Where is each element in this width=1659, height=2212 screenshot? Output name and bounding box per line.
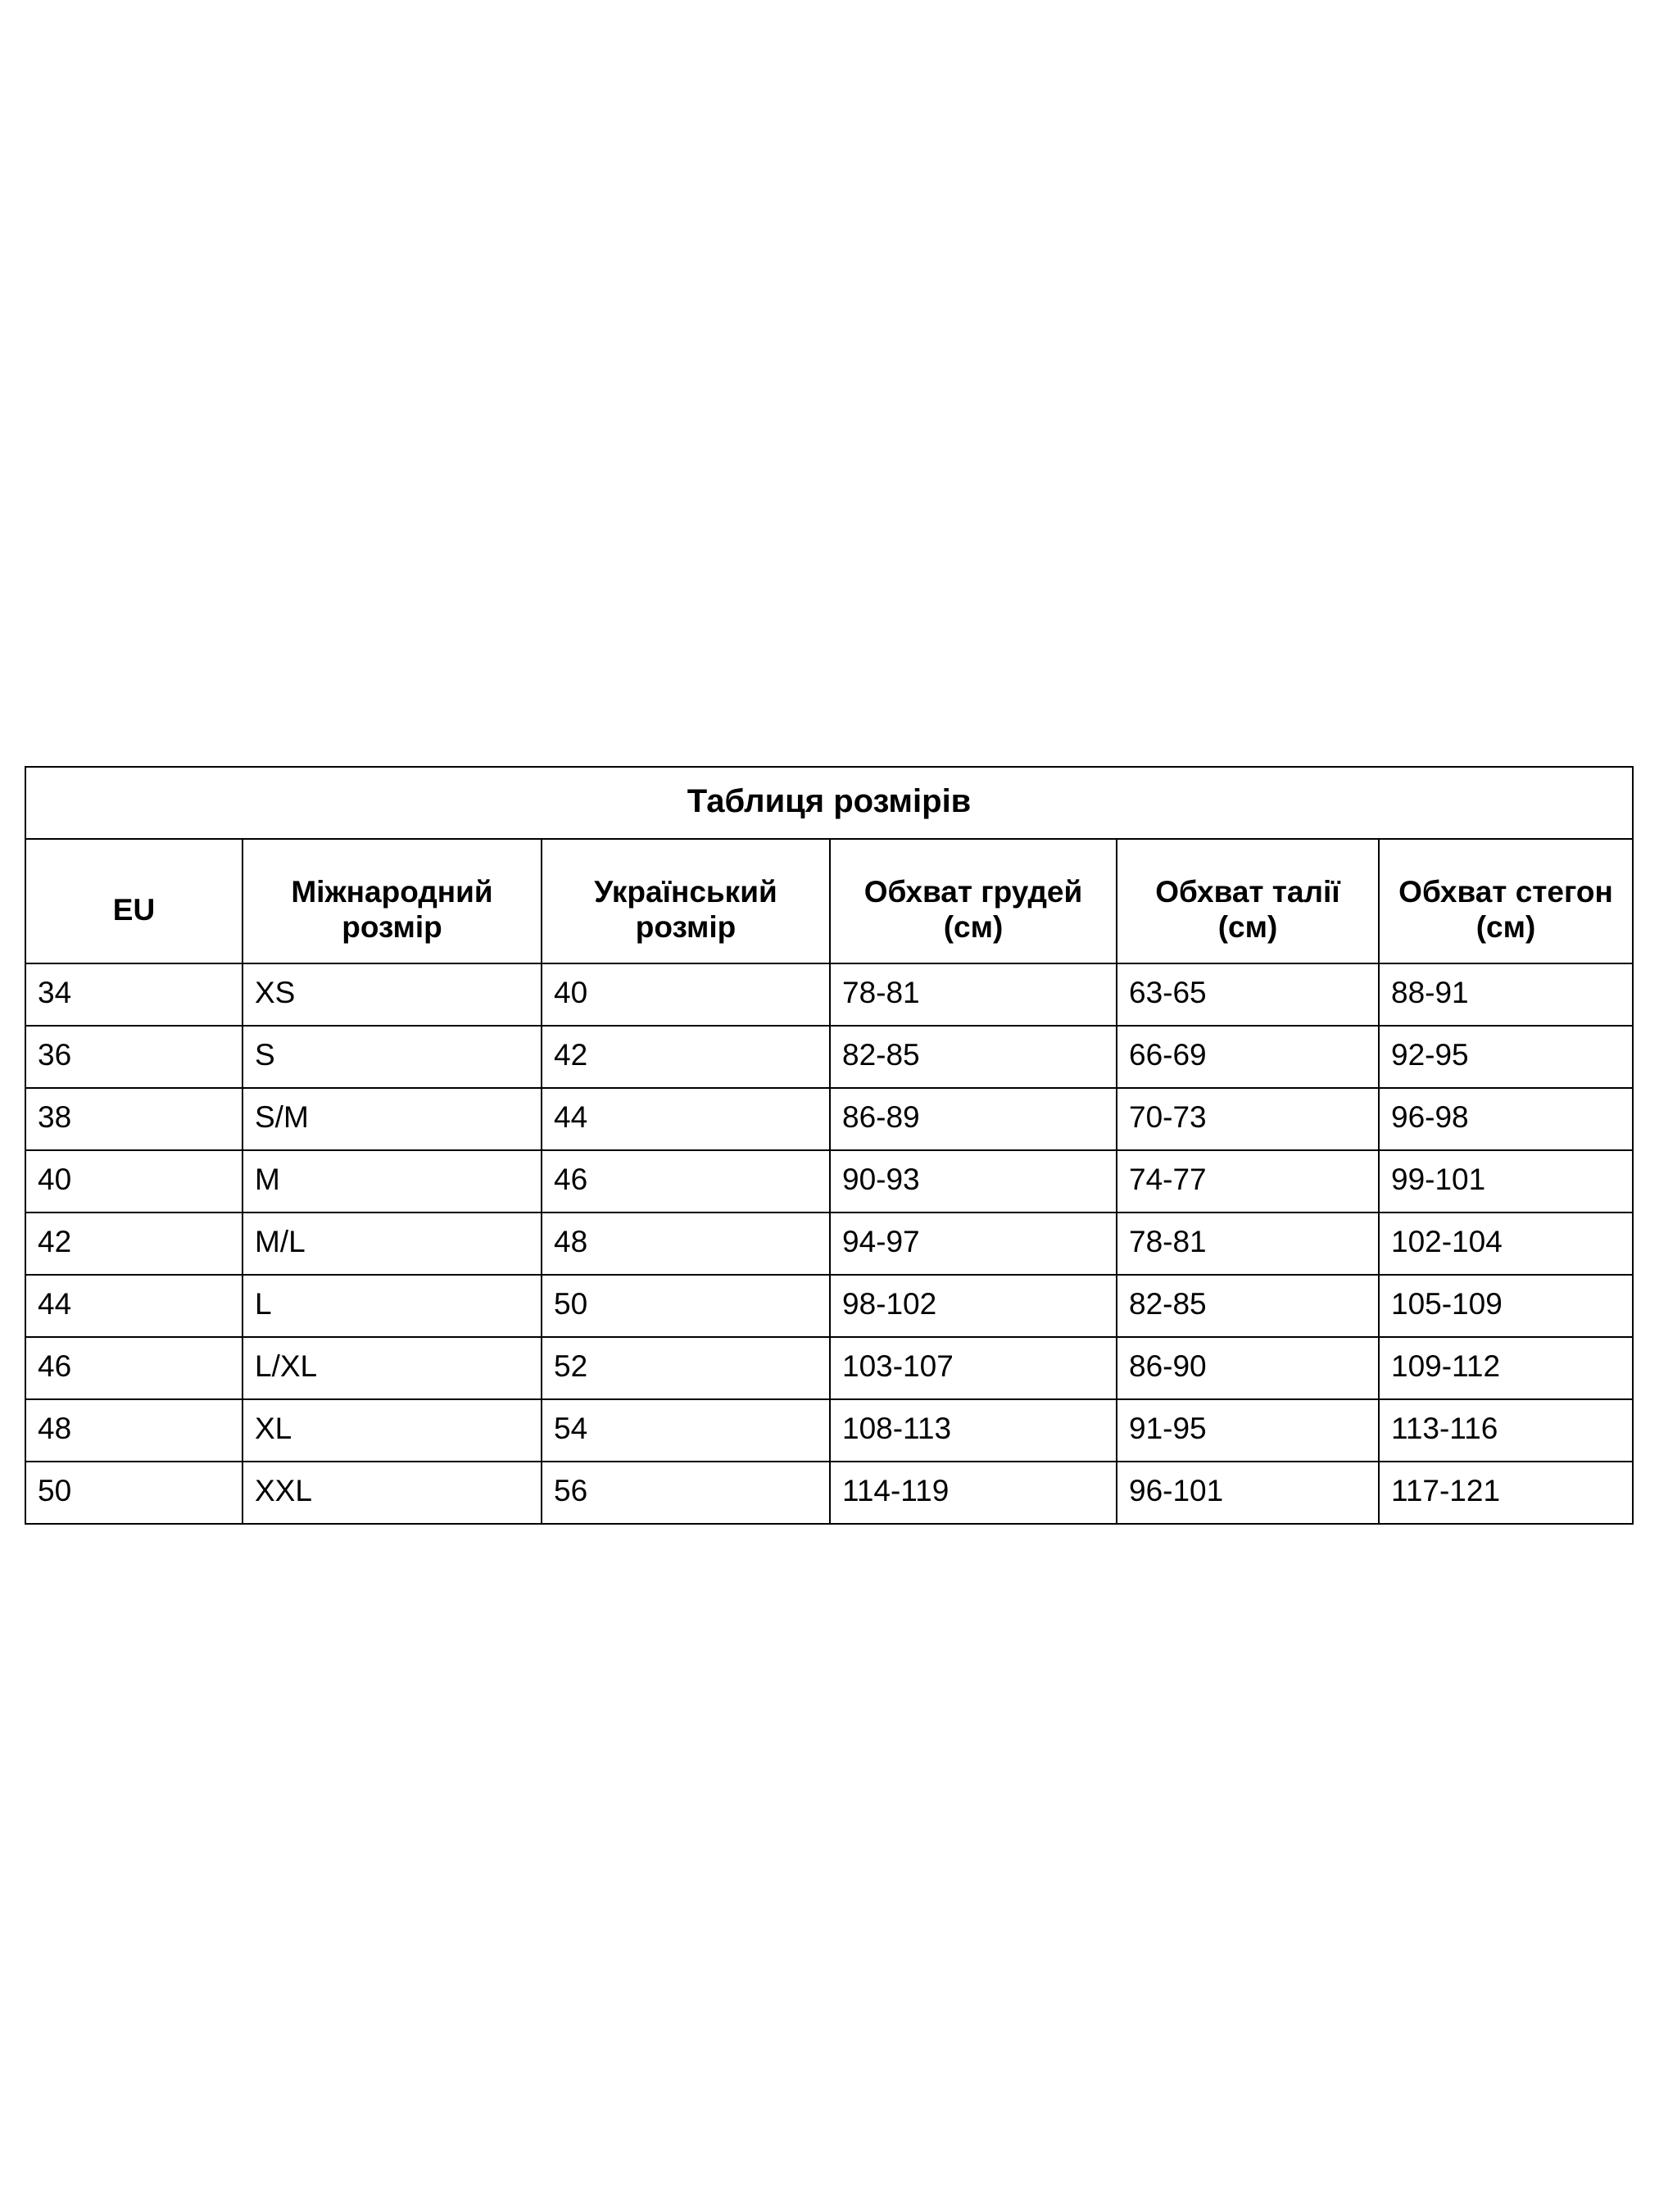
table-row bbox=[25, 1462, 1633, 1524]
cell-international-size: L bbox=[243, 1275, 542, 1337]
table-header-row bbox=[25, 863, 1633, 963]
table-row bbox=[25, 1088, 1633, 1150]
cell-chest: 103-107 bbox=[830, 1337, 1117, 1399]
table-title-row bbox=[25, 767, 1633, 839]
table-row bbox=[25, 1337, 1633, 1399]
cell-international-size: XL bbox=[243, 1399, 542, 1462]
cell-chest: 114-119 bbox=[830, 1462, 1117, 1524]
cell-hips: 117-121 bbox=[1379, 1462, 1633, 1524]
column-header-hips: Обхват стегон (см) bbox=[1379, 863, 1633, 963]
cell-eu: 38 bbox=[25, 1088, 243, 1150]
cell-chest: 94-97 bbox=[830, 1213, 1117, 1275]
cell-waist: 86-90 bbox=[1117, 1337, 1379, 1399]
cell-hips: 96-98 bbox=[1379, 1088, 1633, 1150]
spacer-cell bbox=[1117, 839, 1379, 863]
cell-hips: 113-116 bbox=[1379, 1399, 1633, 1462]
cell-chest: 82-85 bbox=[830, 1026, 1117, 1088]
cell-waist: 70-73 bbox=[1117, 1088, 1379, 1150]
table-row bbox=[25, 963, 1633, 1026]
cell-eu: 34 bbox=[25, 963, 243, 1026]
cell-eu: 50 bbox=[25, 1462, 243, 1524]
cell-international-size: L/XL bbox=[243, 1337, 542, 1399]
cell-chest: 78-81 bbox=[830, 963, 1117, 1026]
spacer-cell bbox=[830, 839, 1117, 863]
column-header-eu: EU bbox=[25, 863, 243, 963]
cell-eu: 44 bbox=[25, 1275, 243, 1337]
cell-waist: 91-95 bbox=[1117, 1399, 1379, 1462]
cell-international-size: XXL bbox=[243, 1462, 542, 1524]
cell-waist: 96-101 bbox=[1117, 1462, 1379, 1524]
cell-ukrainian-size: 54 bbox=[542, 1399, 830, 1462]
table-row bbox=[25, 1275, 1633, 1337]
cell-waist: 63-65 bbox=[1117, 963, 1379, 1026]
cell-international-size: M/L bbox=[243, 1213, 542, 1275]
cell-chest: 108-113 bbox=[830, 1399, 1117, 1462]
column-header-ukrainian-size: Український розмір bbox=[542, 863, 830, 963]
cell-international-size: S/M bbox=[243, 1088, 542, 1150]
spacer-cell bbox=[1379, 839, 1633, 863]
table-row bbox=[25, 1150, 1633, 1213]
cell-international-size: M bbox=[243, 1150, 542, 1213]
column-header-waist: Обхват талії (см) bbox=[1117, 863, 1379, 963]
size-chart-table bbox=[25, 766, 1634, 1525]
cell-hips: 92-95 bbox=[1379, 1026, 1633, 1088]
cell-eu: 46 bbox=[25, 1337, 243, 1399]
cell-international-size: S bbox=[243, 1026, 542, 1088]
cell-chest: 86-89 bbox=[830, 1088, 1117, 1150]
table-row bbox=[25, 1026, 1633, 1088]
cell-ukrainian-size: 42 bbox=[542, 1026, 830, 1088]
cell-hips: 88-91 bbox=[1379, 963, 1633, 1026]
cell-waist: 74-77 bbox=[1117, 1150, 1379, 1213]
spacer-cell bbox=[25, 839, 243, 863]
column-header-international-size: Міжнародний розмір bbox=[243, 863, 542, 963]
cell-eu: 42 bbox=[25, 1213, 243, 1275]
page-title: Таблиця розмірів bbox=[25, 767, 1633, 839]
cell-chest: 98-102 bbox=[830, 1275, 1117, 1337]
cell-hips: 105-109 bbox=[1379, 1275, 1633, 1337]
cell-hips: 99-101 bbox=[1379, 1150, 1633, 1213]
cell-ukrainian-size: 56 bbox=[542, 1462, 830, 1524]
table-spacer-row bbox=[25, 839, 1633, 863]
cell-ukrainian-size: 50 bbox=[542, 1275, 830, 1337]
cell-ukrainian-size: 48 bbox=[542, 1213, 830, 1275]
spacer-cell bbox=[243, 839, 542, 863]
cell-international-size: XS bbox=[243, 963, 542, 1026]
table-row bbox=[25, 1399, 1633, 1462]
cell-eu: 40 bbox=[25, 1150, 243, 1213]
cell-chest: 90-93 bbox=[830, 1150, 1117, 1213]
size-chart-container bbox=[25, 766, 1632, 1525]
cell-waist: 78-81 bbox=[1117, 1213, 1379, 1275]
cell-hips: 109-112 bbox=[1379, 1337, 1633, 1399]
table-row bbox=[25, 1213, 1633, 1275]
cell-eu: 48 bbox=[25, 1399, 243, 1462]
cell-ukrainian-size: 44 bbox=[542, 1088, 830, 1150]
spacer-cell bbox=[542, 839, 830, 863]
cell-waist: 66-69 bbox=[1117, 1026, 1379, 1088]
cell-ukrainian-size: 52 bbox=[542, 1337, 830, 1399]
cell-hips: 102-104 bbox=[1379, 1213, 1633, 1275]
column-header-chest: Обхват грудей (см) bbox=[830, 863, 1117, 963]
cell-eu: 36 bbox=[25, 1026, 243, 1088]
cell-ukrainian-size: 46 bbox=[542, 1150, 830, 1213]
cell-waist: 82-85 bbox=[1117, 1275, 1379, 1337]
cell-ukrainian-size: 40 bbox=[542, 963, 830, 1026]
